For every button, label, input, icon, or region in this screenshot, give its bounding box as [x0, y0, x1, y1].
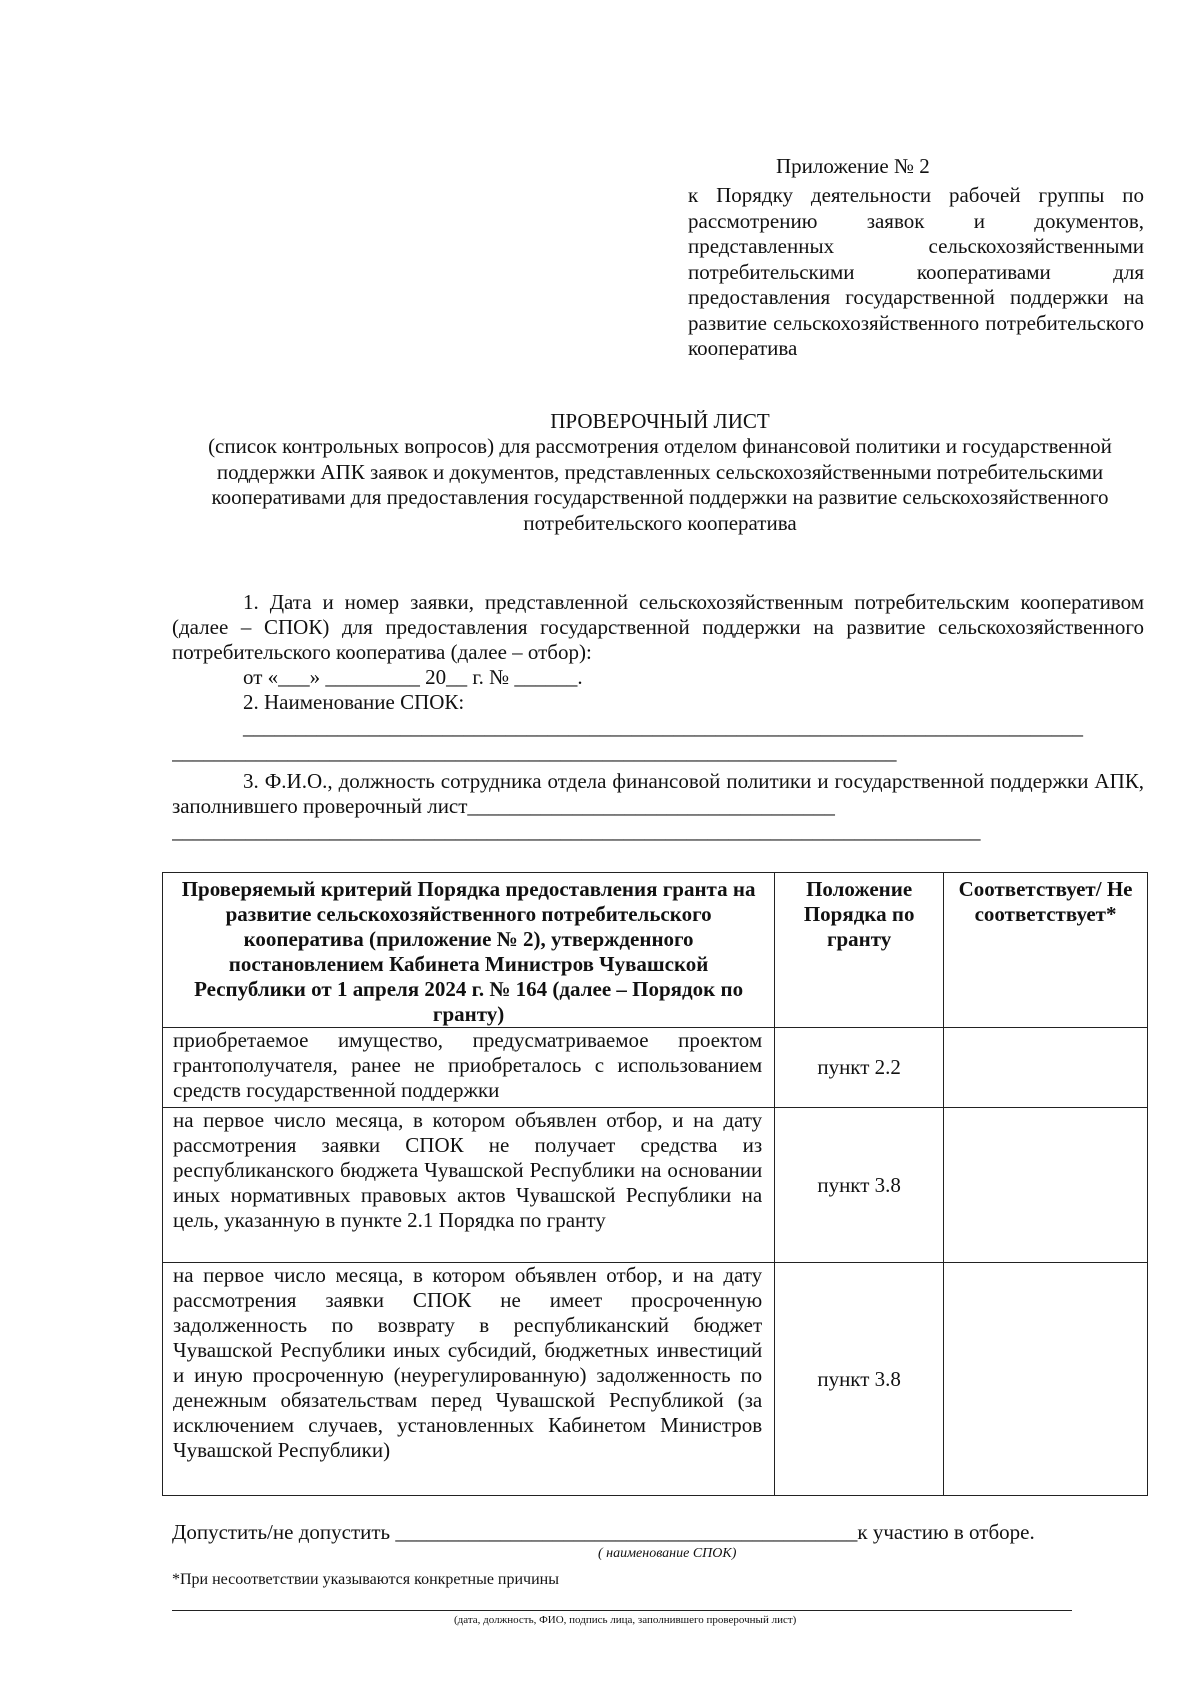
admission-suffix: к участию в отборе.	[857, 1520, 1035, 1544]
document-title-block	[170, 408, 1150, 536]
item-3-blank-line: _____________________________________________________________________________	[172, 819, 981, 843]
header-clause: Положение Порядка по гранту	[775, 873, 944, 1028]
table-row	[163, 1028, 1148, 1108]
admission-blank[interactable]: ____________________________________________	[395, 1520, 858, 1544]
status-cell[interactable]	[944, 1108, 1148, 1263]
footnote: *При несоответствии указываются конкретные причины	[172, 1571, 559, 1588]
document-title: ПРОВЕРОЧНЫЙ ЛИСТ	[550, 409, 770, 433]
admission-line	[172, 1520, 1152, 1545]
header-criterion: Проверяемый критерий Порядка предоставления гранта на развитие сельскохозяйственного потребительского кооператива (приложение № 2), утвержденного постановлением Кабинета Министров Чувашской Республики от 1 апреля 2024 г. № 164 (далее – Порядок по гранту)	[163, 873, 775, 1028]
criteria-table	[162, 872, 1148, 1496]
appendix-text: к Порядку деятельности рабочей группы по рассмотрению заявок и документов, представленных сельскохозяйственными потребительскими кооперативами для предоставления государственной поддержки на развитие сельскохозяйственного потребительского кооператива	[688, 183, 1144, 360]
signature-hint: (дата, должность, ФИО, подпись лица, заполнившего проверочный лист)	[454, 1614, 797, 1626]
table-header-row	[163, 873, 1148, 1028]
form-items	[172, 590, 1144, 844]
clause-cell: пункт 3.8	[775, 1263, 944, 1496]
appendix-header	[688, 154, 1144, 362]
admission-label: Допустить/не допустить	[172, 1520, 391, 1544]
clause-cell: пункт 3.8	[775, 1108, 944, 1263]
item-2-blank-line-1: ________________________________________________________________________________	[243, 715, 1083, 739]
criterion-cell: на первое число месяца, в котором объявлен отбор, и на дату рассмотрения заявки СПОК не получает средства из республиканского бюджета Чувашской Республики на основании иных нормативных правовых актов Чувашской Республики на цель, указанную в пункте 2.1 Порядка по гранту	[163, 1108, 775, 1263]
signature-line[interactable]	[172, 1610, 1072, 1611]
admission-hint: ( наименование СПОК)	[598, 1546, 737, 1561]
status-cell[interactable]	[944, 1028, 1148, 1108]
table-row	[163, 1263, 1148, 1496]
item-3-text: 3. Ф.И.О., должность сотрудника отдела финансовой политики и государственной поддержки АПК, заполнившего проверочный лист___________________________________	[172, 769, 1144, 818]
criterion-cell: приобретаемое имущество, предусматриваемое проектом грантополучателя, ранее не приобреталось с использованием средств государственной поддержки	[163, 1028, 775, 1108]
item-1-date-line: от «___» _________ 20__ г. № ______.	[243, 665, 583, 689]
clause-cell: пункт 2.2	[775, 1028, 944, 1108]
item-2-blank-line-2: _____________________________________________________________________	[172, 740, 897, 764]
status-cell[interactable]	[944, 1263, 1148, 1496]
table-row	[163, 1108, 1148, 1263]
document-subtitle: (список контрольных вопросов) для рассмотрения отделом финансовой политики и государственной поддержки АПК заявок и документов, представленных сельскохозяйственными потребительскими кооперативами для предоставления государственной поддержки на развитие сельскохозяйственного потребительского кооператива	[208, 434, 1112, 535]
criterion-cell: на первое число месяца, в котором объявлен отбор, и на дату рассмотрения заявки СПОК не имеет просроченную задолженность по возврату в республиканский бюджет Чувашской Республики иных субсидий, бюджетных инвестиций и иную просроченную (неурегулированную) задолженность по денежным обязательствам перед Чувашской Республикой (за исключением случаев, установленных Кабинетом Министров Чувашской Республики)	[163, 1263, 775, 1496]
item-1-text: 1. Дата и номер заявки, представленной сельскохозяйственным потребительским кооперативом (далее – СПОК) для предоставления государственной поддержки на развитие сельскохозяйственного потребительского кооператива (далее – отбор):	[172, 590, 1144, 664]
item-2-text: 2. Наименование СПОК:	[243, 690, 465, 714]
header-status: Соответствует/ Не соответствует*	[944, 873, 1148, 1028]
appendix-number: Приложение № 2	[776, 154, 930, 178]
